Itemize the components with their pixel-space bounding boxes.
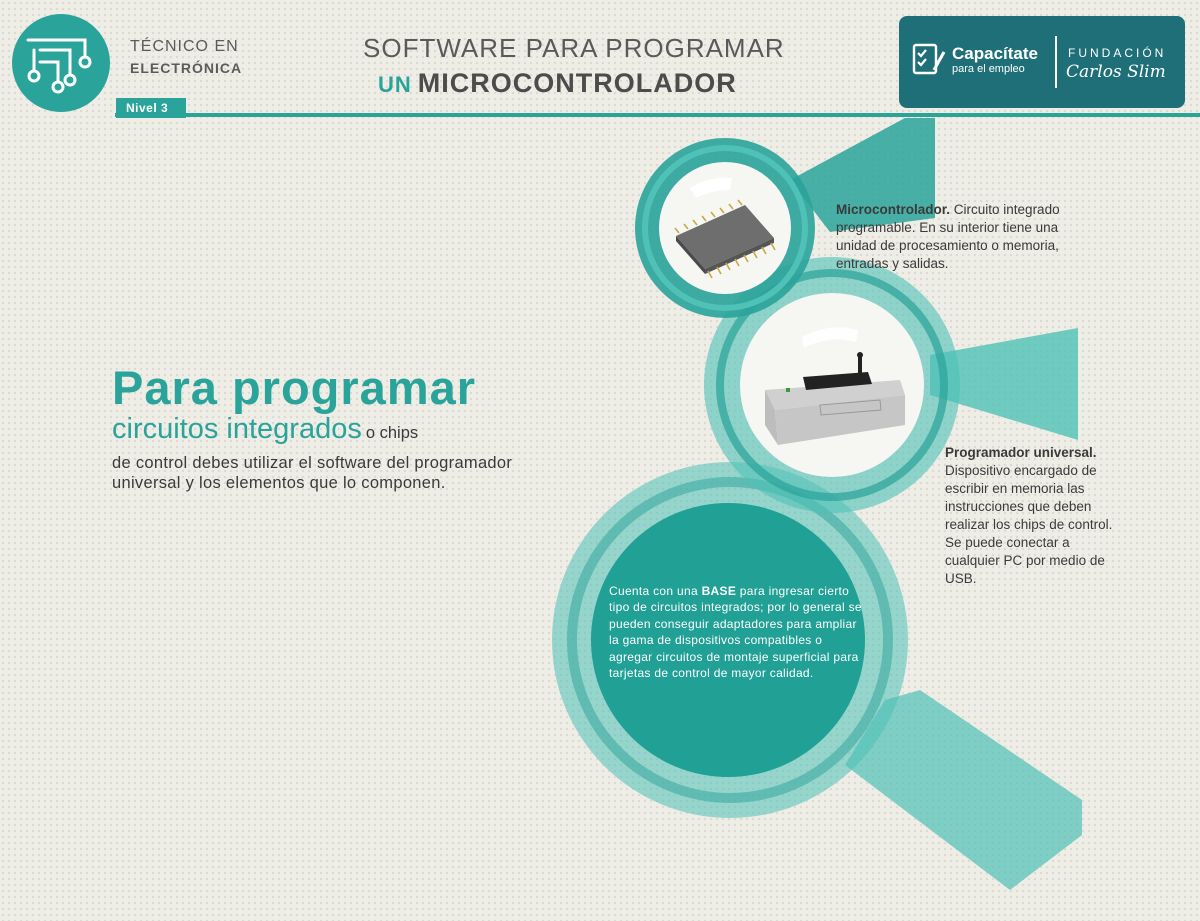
page-title: SOFTWARE PARA PROGRAMAR: [363, 33, 785, 63]
level-divider: [115, 113, 1200, 117]
base-before: Cuenta con una: [609, 584, 698, 598]
subtitle-main: MICROCONTROLADOR: [417, 68, 737, 98]
subheading-after: o chips: [365, 424, 419, 442]
foundation-label: FUNDACIÓN: [1068, 46, 1167, 60]
page-subtitle: [378, 68, 737, 99]
subtitle-accent: UN: [378, 72, 412, 97]
circuit-icon: [12, 14, 110, 112]
main-heading: Para programar: [112, 361, 477, 414]
brand-tagline: para el empleo: [952, 63, 1025, 75]
course-title: TÉCNICO EN: [130, 38, 239, 55]
microcontroller-term: Microcontrolador.: [836, 202, 951, 217]
course-subtitle: ELECTRÓNICA: [130, 60, 243, 76]
programmer-description: [945, 444, 1125, 588]
brand-divider: [1055, 36, 1057, 88]
programmer-text: Dispositivo encargado de escribir en memoria las instrucciones que deben realizar los chips de control. Se puede conectar a cualquier PC por medio de USB.: [945, 463, 1113, 586]
base-term: BASE: [701, 584, 737, 598]
brand-name: Capacítate: [952, 44, 1038, 63]
microcontroller-text: Circuito integrado programable. En su interior tiene una unidad de procesamiento o memoria, entradas y salidas.: [836, 202, 1060, 271]
base-after: para ingresar cierto tipo de circuitos integrados; por lo general se pueden conseguir adaptadores para ampliar la gama de dispositivos compatibles o agregar circuitos de montaje superficial para tarjetas de control de mayor calidad.: [609, 584, 862, 681]
base-description: [609, 583, 864, 681]
foundation-signature: Carlos Slim: [1066, 62, 1166, 82]
intro-body: de control debes utilizar el software del programador universal y los elementos que lo componen.: [112, 454, 513, 492]
intro-subheading: [112, 413, 542, 445]
subheading-highlight: circuitos integrados: [112, 413, 362, 445]
level-badge: Nivel 3: [116, 98, 186, 118]
microcontroller-description: [836, 201, 1061, 273]
programmer-term: Programador universal.: [945, 445, 1097, 460]
checklist-icon: [912, 42, 946, 76]
